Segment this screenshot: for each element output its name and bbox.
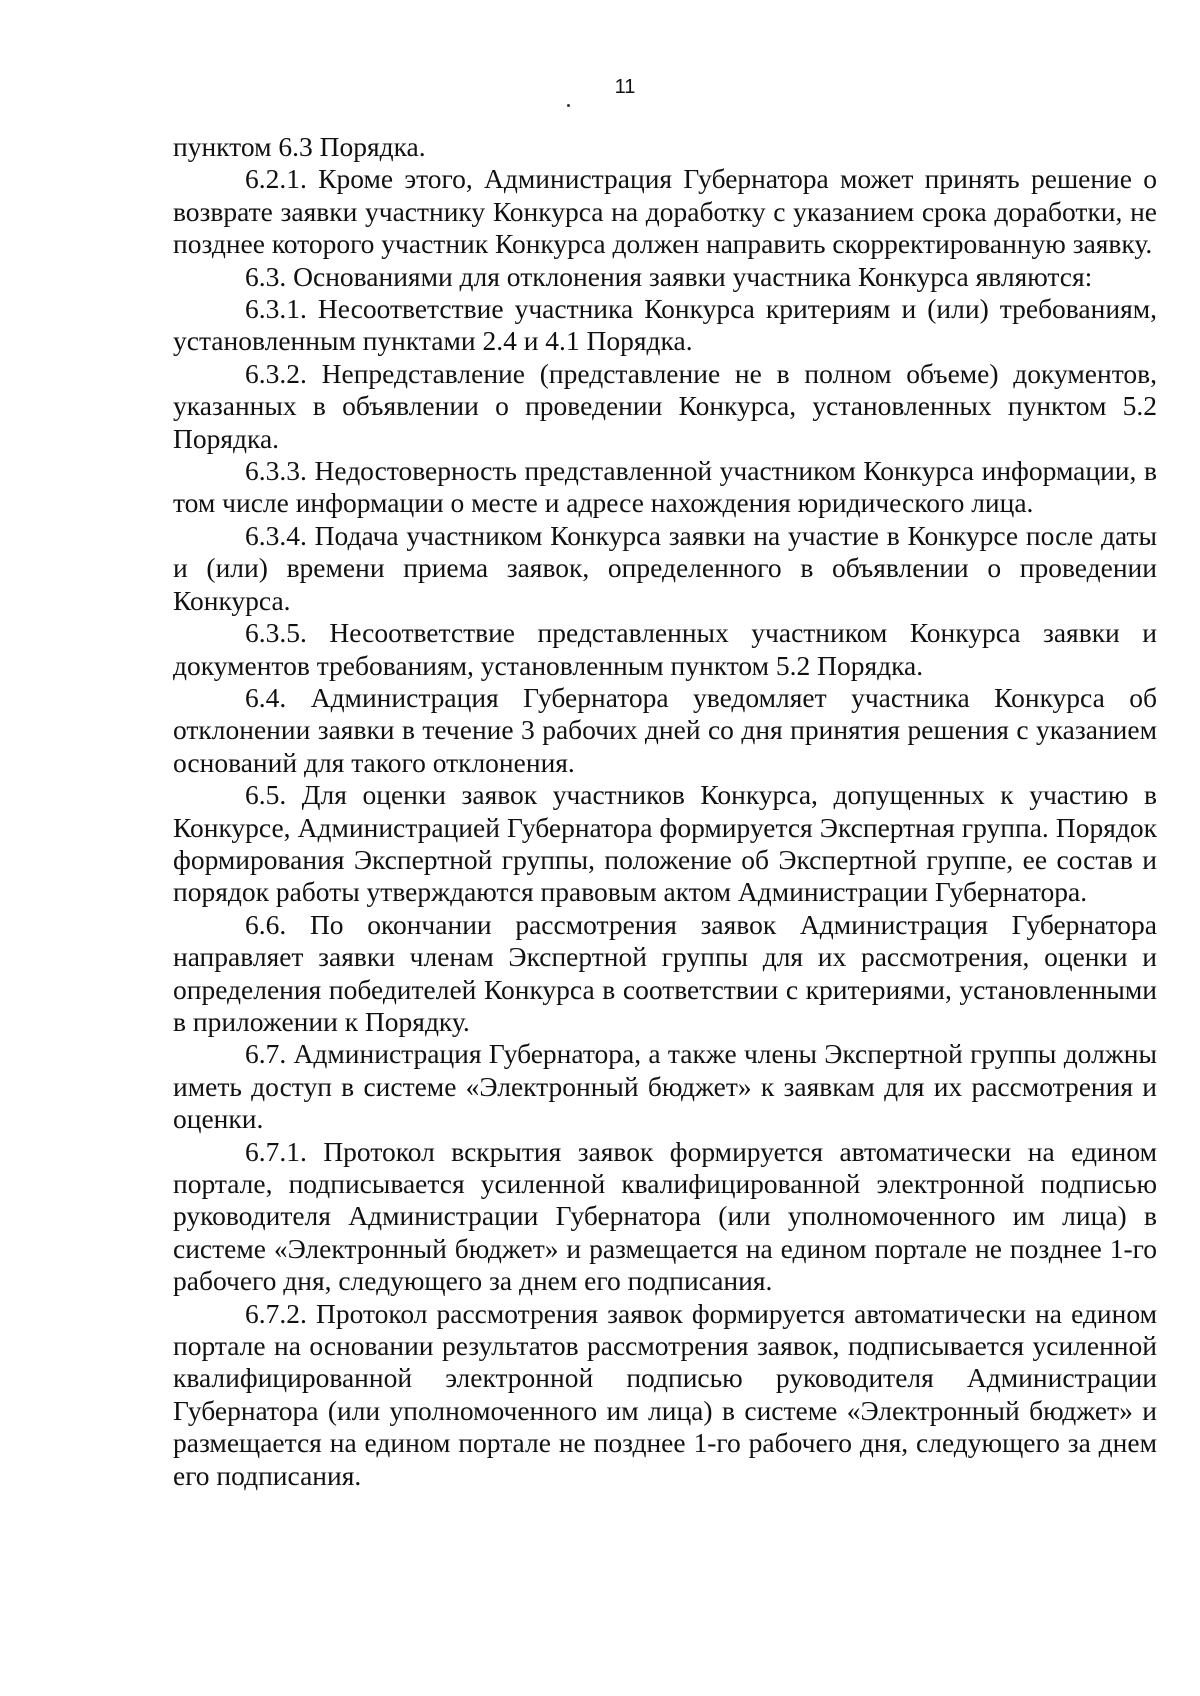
paragraph-6-3: 6.3. Основаниями для отклонения заявки участника Конкурса являются:	[245, 260, 1093, 292]
paragraph-6-6: 6.6. По окончании рассмотрения заявок Администрация Губернатора направляет заявки членам Экспертной группы для их рассмотрения, оценки и определения победителей Конкурса в соответствии с критериями, установленными в приложении к Порядку.	[173, 908, 1157, 1037]
paragraph-6-3-1: 6.3.1. Несоответствие участника Конкурса критериям и (или) требованиям, установленным пунктами 2.4 и 4.1 Порядка.	[173, 293, 1157, 357]
document-body	[173, 131, 1157, 1492]
paragraph-6-7: 6.7. Администрация Губернатора, а также члены Экспертной группы должны иметь доступ в системе «Электронный бюджет» к заявкам для их рассмотрения и оценки.	[173, 1038, 1157, 1135]
page-number: 11	[614, 76, 636, 98]
paragraph-6-4: 6.4. Администрация Губернатора уведомляет участника Конкурса об отклонении заявки в течение 3 рабочих дней со дня принятия решения с указанием оснований для такого отклонения.	[173, 681, 1157, 778]
paragraph-6-3-ref-continuation: пунктом 6.3 Порядка.	[173, 131, 426, 162]
paragraph-6-3-2: 6.3.2. Непредставление (представление не в полном объеме) документов, указанных в объявлении о проведении Конкурса, установленных пунктом 5.2 Порядка.	[173, 357, 1157, 454]
paragraph-6-3-4: 6.3.4. Подача участником Конкурса заявки на участие в Конкурсе после даты и (или) времени приема заявок, определенного в объявлении о проведении Конкурса.	[173, 519, 1157, 616]
paragraph-6-3-3: 6.3.3. Недостоверность представленной участником Конкурса информации, в том числе информации о месте и адресе нахождения юридического лица.	[173, 455, 1157, 519]
scan-speck	[567, 104, 570, 107]
paragraph-6-2-1: 6.2.1. Кроме этого, Администрация Губернатора может принять решение о возврате заявки участнику Конкурса на доработку с указанием срока доработки, не позднее которого участник Конкурса должен направить скорректированную заявку.	[173, 163, 1157, 260]
paragraph-6-7-1: 6.7.1. Протокол вскрытия заявок формируется автоматически на едином портале, подписывается усиленной квалифицированной электронной подписью руководителя Администрации Губернатора (или уполномоченного им лица) в системе «Электронный бюджет» и размещается на едином портале не позднее 1-го рабочего дня, следующего за днем его подписания.	[173, 1135, 1157, 1297]
paragraph-6-7-2: 6.7.2. Протокол рассмотрения заявок формируется автоматически на едином портале на основании результатов рассмотрения заявок, подписывается усиленной квалифицированной электронной подписью руководителя Администрации Губернатора (или уполномоченного им лица) в системе «Электронный бюджет» и размещается на едином портале не позднее 1-го рабочего дня, следующего за днем его подписания.	[173, 1297, 1157, 1491]
paragraph-6-3-5: 6.3.5. Несоответствие представленных участником Конкурса заявки и документов требованиям, установленным пунктом 5.2 Порядка.	[173, 617, 1157, 681]
paragraph-6-5: 6.5. Для оценки заявок участников Конкурса, допущенных к участию в Конкурсе, Администрацией Губернатора формируется Экспертная группа. Порядок формирования Экспертной группы, положение об Экспертной группе, ее состав и порядок работы утверждаются правовым актом Администрации Губернатора.	[173, 779, 1157, 908]
